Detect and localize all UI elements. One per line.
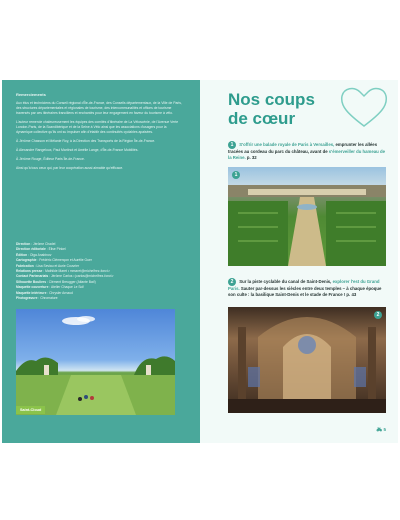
title-line-1: Nos coups — [228, 90, 315, 109]
credit-label: Contact Partenariats — [16, 274, 49, 279]
credit-value: Frédéric Clémençon et Aurélie Guer — [39, 258, 92, 263]
page-title — [228, 90, 388, 128]
credit-label: Silhouette Bouliers — [16, 279, 47, 284]
image-number-badge: 2 — [374, 311, 382, 319]
basilica-illustration — [228, 307, 386, 413]
credit-value: Chrysler Arnaud — [49, 290, 73, 295]
credit-label: Maquette couverture — [16, 285, 49, 290]
credit-line: Direction : Jérôme Chadel — [16, 242, 56, 246]
credit-line: Cartographie : Frédéric Clémençon et Aurélie Guer — [16, 258, 92, 263]
acknowledgements-paragraph: À Jérôme Rouge, Éditeur Paris Île-de-France. — [16, 157, 85, 161]
credit-value: Clément Breugger (Atlante Bat!) — [48, 279, 96, 284]
book-spread — [2, 80, 398, 443]
credit-value: Mathilde Maret • mmaret@michelfrez-fonct.r — [45, 269, 110, 274]
credit-value: Élise Pinkel — [48, 247, 66, 252]
highlight-item-2 — [228, 278, 386, 298]
acknowledgements — [16, 92, 184, 175]
versailles-illustration — [228, 167, 386, 266]
acknowledgements-paragraph: Ainsi qu'à tous ceux qui, par leur coopération aussi aimable qu'efficace. — [16, 166, 124, 170]
acknowledgements-heading: Remerciements — [16, 92, 46, 97]
credit-line: Silhouette Bouliers : Clément Breugger (Atlante Bat!) — [16, 279, 96, 284]
credit-label: Relations presse — [16, 269, 43, 274]
credit-value: Lisa Seviau et Aurie Couvrier — [36, 263, 80, 268]
credit-value: Jérôme Chadel — [33, 242, 56, 246]
credit-value: Jérôme Carlos • jcarlos@michelfrez-fonct.r — [51, 274, 114, 279]
acknowledgements-paragraph: À Alexandre Rangeloux, Paul Martinot et Amélie Lange, d'Île-de-France Mobilités. — [16, 148, 139, 152]
saint-cloud-photo — [16, 309, 175, 415]
item-text: emprunter les allées tracées au cordeau du parc du château, avant de — [228, 142, 378, 154]
credit-line: Fabrication : Lisa Seviau et Aurie Couvrier — [16, 263, 80, 268]
credits-list — [16, 242, 184, 301]
credit-value: Chromature — [40, 296, 58, 301]
credit-value: Atelier Chaque Le Sol! — [51, 285, 85, 290]
highlight-item-1 — [228, 141, 386, 161]
item-number-badge: 2 — [228, 278, 236, 286]
item-page-ref: p. 32 — [246, 155, 257, 160]
park-illustration — [16, 309, 175, 415]
credit-line: Maquette intérieure : Chrysler Arnaud — [16, 290, 73, 295]
credit-line: Relations presse : Mathilde Maret • mmaret@michelfrez-fonct.r — [16, 269, 110, 274]
page-number — [377, 427, 387, 433]
credit-label: Édition — [16, 252, 28, 257]
credit-label: Fabrication — [16, 263, 34, 268]
item-link: s'émerveiller du hameau de la Reine. — [228, 149, 385, 160]
credit-line: Photogravure : Chromature — [16, 296, 58, 301]
right-page — [200, 80, 398, 443]
credit-line: Édition : Olga Anabinov — [16, 252, 52, 257]
title-line-2: de cœur — [228, 109, 296, 128]
saint-denis-basilica-photo — [228, 307, 386, 413]
item-text: Sauter par-dessus les siècles entre deux temples – à chaque époque son culte : la basilique Saint-Denis et le stade de France ! p. 43 — [228, 286, 382, 297]
credit-line: Direction éditoriale : Élise Pinkel — [16, 247, 66, 252]
credit-line: Maquette couverture : Atelier Chaque Le Sol! — [16, 285, 85, 290]
bike-icon: 🚲︎ — [376, 427, 383, 432]
credit-label: Cartographie — [16, 258, 37, 263]
item-number-badge: 1 — [228, 141, 236, 149]
left-page — [2, 80, 200, 443]
credit-label: Direction éditoriale — [16, 247, 46, 252]
credit-label: Maquette intérieure — [16, 290, 47, 295]
image-number-badge: 1 — [232, 171, 240, 179]
item-text: Sur la piste cyclable du canal de Saint-Denis, — [239, 279, 332, 285]
credit-line: Contact Partenariats : Jérôme Carlos • jcarlos@michelfrez-fonct.r — [16, 274, 114, 279]
acknowledgements-paragraph: À Jérôme Chasson et Mélanie Roy, à la Direction des Transports de la Région Île-de-France. — [16, 139, 156, 143]
credit-value: Olga Anabinov — [29, 252, 52, 257]
credit-label: Direction — [16, 242, 31, 246]
item-link: S'offrir une balade royale de Paris à Versailles, — [239, 142, 335, 148]
acknowledgements-paragraph: L'auteur remercie chaleureusement les équipes des comités d'itinéraire de La Véloscénie, de l'Avenue Verte London-Paris, de la Scandibérique et de la Seine à Vélo ainsi que les associations d'usagers pour la dynamique collective qu'ils ont su impulser afin d'établir des continuités cyclables apaisées. — [16, 120, 179, 134]
photo-caption: Saint-Cloud — [16, 406, 45, 414]
versailles-photo — [228, 167, 386, 266]
acknowledgements-paragraph: Aux élus et techniciens du Conseil régional d'Île-de-France, des Conseils départementaux, de la Ville de Paris, des structures départementales et régionales de tourisme, des intercommunalités et offices de tourisme traversés par ces itinéraires franciliens et enchantés pour leur engagement en faveur du tourisme à vélo. — [16, 101, 182, 115]
item-link: explorer l'est du Grand Paris. — [228, 279, 380, 291]
page-number-value: 5 — [383, 427, 386, 432]
credit-label: Photogravure — [16, 296, 38, 301]
